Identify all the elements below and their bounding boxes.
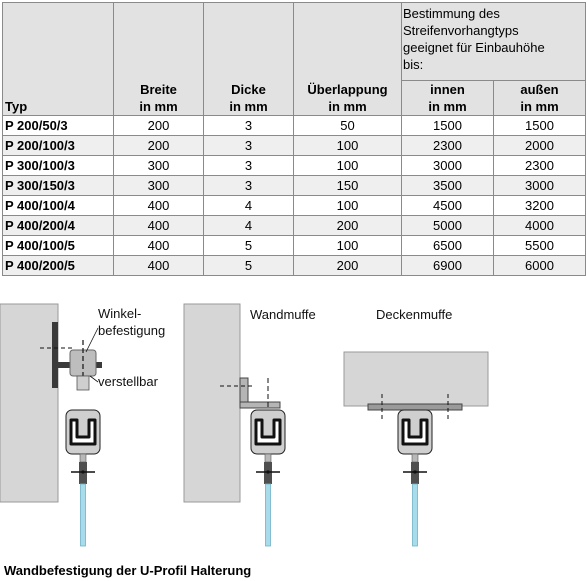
cell-ueberlappung: 100 bbox=[294, 196, 402, 216]
cell-ueberlappung: 200 bbox=[294, 216, 402, 236]
header-ueberlappung: Überlappung in mm bbox=[294, 3, 402, 116]
table-row bbox=[3, 256, 586, 276]
cell-typ: P 400/200/5 bbox=[3, 256, 114, 276]
cell-dicke: 5 bbox=[204, 236, 294, 256]
cell-dicke: 3 bbox=[204, 176, 294, 196]
table-row bbox=[3, 136, 586, 156]
label-winkel-1: Winkel- bbox=[98, 306, 142, 321]
cell-ueberlappung: 100 bbox=[294, 236, 402, 256]
table-row bbox=[3, 156, 586, 176]
label-deckenmuffe: Deckenmuffe bbox=[376, 307, 453, 322]
header-group-einbauhoehe: Bestimmung des Streifenvorhangtyps geeignet für Einbauhöhe bis: bbox=[402, 3, 586, 81]
table-row bbox=[3, 176, 586, 196]
cell-typ: P 400/100/4 bbox=[3, 196, 114, 216]
cell-innen: 5000 bbox=[402, 216, 494, 236]
cell-innen: 3500 bbox=[402, 176, 494, 196]
header-dicke: Dicke in mm bbox=[204, 3, 294, 116]
header-aussen: außen in mm bbox=[494, 81, 586, 116]
cell-breite: 400 bbox=[114, 216, 204, 236]
cell-typ: P 300/100/3 bbox=[3, 156, 114, 176]
header-breite: Breite in mm bbox=[114, 3, 204, 116]
cell-breite: 300 bbox=[114, 156, 204, 176]
label-wandmuffe: Wandmuffe bbox=[250, 307, 316, 322]
cell-breite: 200 bbox=[114, 136, 204, 156]
spec-table bbox=[2, 2, 586, 276]
label-verstellbar: verstellbar bbox=[98, 374, 158, 389]
cell-breite: 200 bbox=[114, 116, 204, 136]
winkelbefestigung-drawing bbox=[0, 304, 102, 546]
wandmuffe-drawing bbox=[184, 304, 285, 546]
cell-ueberlappung: 100 bbox=[294, 136, 402, 156]
cell-dicke: 3 bbox=[204, 136, 294, 156]
cell-typ: P 300/150/3 bbox=[3, 176, 114, 196]
header-innen: innen in mm bbox=[402, 81, 494, 116]
cell-ueberlappung: 50 bbox=[294, 116, 402, 136]
label-winkel-2: befestigung bbox=[98, 323, 166, 338]
cell-breite: 400 bbox=[114, 236, 204, 256]
table-row bbox=[3, 116, 586, 136]
cell-dicke: 4 bbox=[204, 216, 294, 236]
cell-breite: 300 bbox=[114, 176, 204, 196]
mounting-diagram bbox=[0, 282, 587, 552]
cell-aussen: 5500 bbox=[494, 236, 586, 256]
header-typ: Typ bbox=[3, 3, 114, 116]
table-row bbox=[3, 216, 586, 236]
cell-innen: 4500 bbox=[402, 196, 494, 216]
deckenmuffe-drawing bbox=[344, 352, 488, 546]
cell-aussen: 3200 bbox=[494, 196, 586, 216]
figure-caption: Wandbefestigung der U-Profil Halterung bbox=[4, 563, 252, 578]
cell-dicke: 5 bbox=[204, 256, 294, 276]
cell-aussen: 2000 bbox=[494, 136, 586, 156]
cell-innen: 6900 bbox=[402, 256, 494, 276]
cell-typ: P 200/50/3 bbox=[3, 116, 114, 136]
cell-typ: P 200/100/3 bbox=[3, 136, 114, 156]
cell-innen: 3000 bbox=[402, 156, 494, 176]
cell-aussen: 3000 bbox=[494, 176, 586, 196]
cell-ueberlappung: 100 bbox=[294, 156, 402, 176]
cell-innen: 2300 bbox=[402, 136, 494, 156]
cell-dicke: 3 bbox=[204, 116, 294, 136]
cell-typ: P 400/100/5 bbox=[3, 236, 114, 256]
cell-typ: P 400/200/4 bbox=[3, 216, 114, 236]
cell-aussen: 4000 bbox=[494, 216, 586, 236]
cell-aussen: 1500 bbox=[494, 116, 586, 136]
cell-innen: 6500 bbox=[402, 236, 494, 256]
table-row bbox=[3, 196, 586, 216]
cell-breite: 400 bbox=[114, 256, 204, 276]
cell-dicke: 4 bbox=[204, 196, 294, 216]
cell-dicke: 3 bbox=[204, 156, 294, 176]
cell-ueberlappung: 200 bbox=[294, 256, 402, 276]
cell-breite: 400 bbox=[114, 196, 204, 216]
cell-aussen: 2300 bbox=[494, 156, 586, 176]
cell-aussen: 6000 bbox=[494, 256, 586, 276]
table-row bbox=[3, 236, 586, 256]
cell-ueberlappung: 150 bbox=[294, 176, 402, 196]
cell-innen: 1500 bbox=[402, 116, 494, 136]
